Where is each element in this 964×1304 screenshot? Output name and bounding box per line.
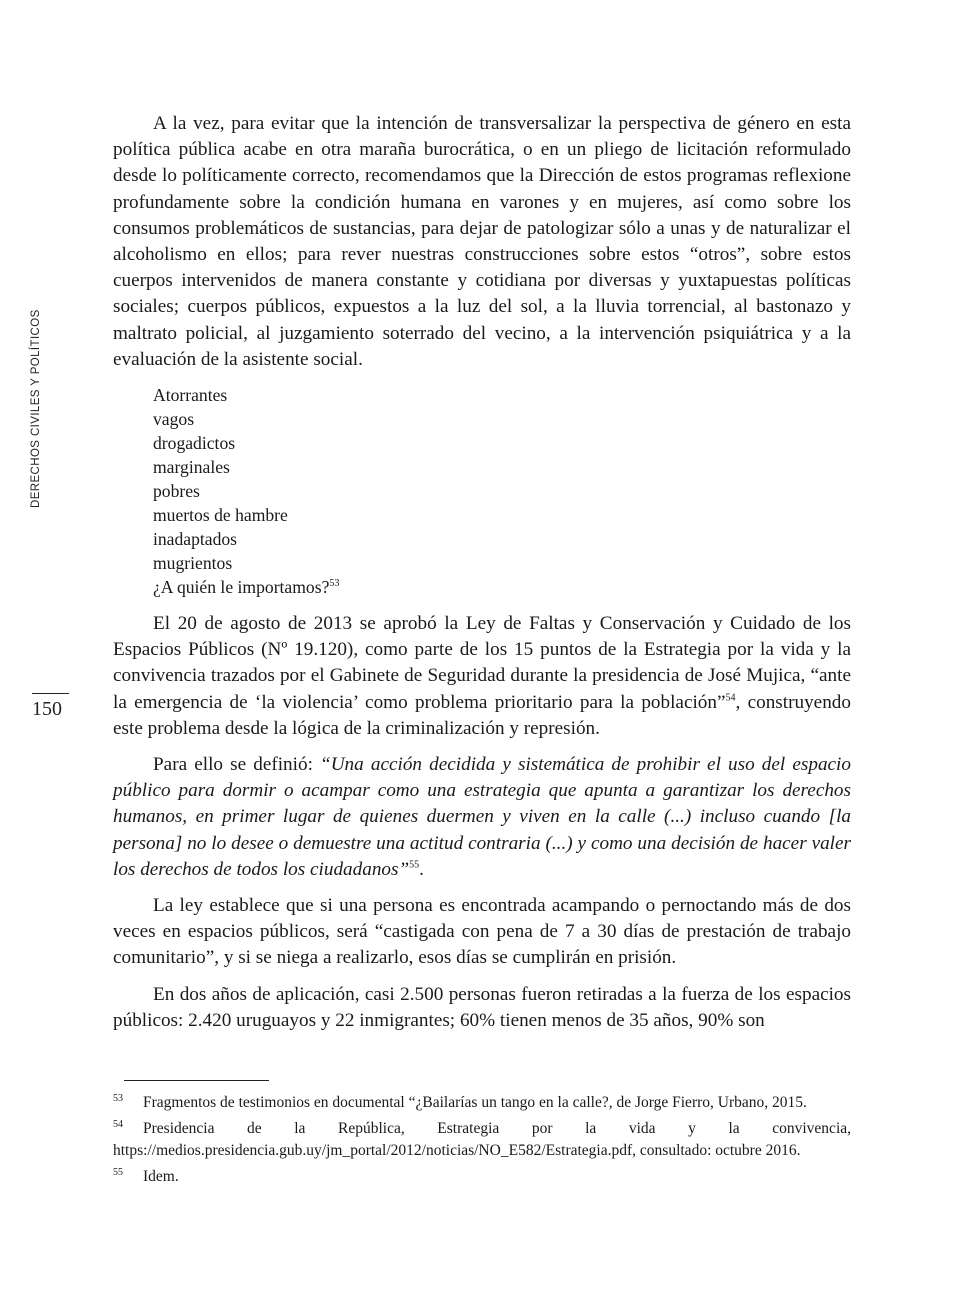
footnote-53 (113, 1088, 851, 1114)
poem-line: mugrientos (153, 553, 233, 574)
footnote-text: Fragmentos de testimonios en documental “¿Bailarías un tango en la calle?, de Jorge Fierro, Urbano, 2015. (143, 1094, 807, 1112)
page-number-rule (32, 693, 69, 694)
footnote-rule (124, 1080, 269, 1081)
footnote-55 (113, 1162, 851, 1188)
footnotes (113, 1088, 851, 1188)
poem-last-line (153, 575, 851, 599)
paragraph-2 (113, 611, 851, 742)
poem-line: pobres (153, 481, 200, 502)
paragraph-2-text: El 20 de agosto de 2013 se aprobó la Ley de Faltas y Conservación y Cuidado de los Espacios Públicos (Nº 19.120), como parte de los 15 puntos de la Estrategia por la vida y la convivencia trazados por el Gabinete de Seguridad durante la presidencia de José Mujica, “ante la emergencia de ‘la violencia’ como problema prioritario para la población” (113, 613, 851, 713)
paragraph-3 (113, 752, 851, 883)
running-header: DERECHOS CIVILES Y POLÍTICOS (30, 309, 42, 508)
paragraph-3-quote: “Una acción decidida y sistemática de prohibir el uso del espacio público para dormir o acampar como una estrategia que apunta a garantizar los derechos humanos, en primer lugar de quienes duermen y viven en la calle (...) incluso cuando [la persona] no lo desee o demuestre una actitud contraria (...) y como una decisión de hacer valer los derechos de todos los ciudadanos” (113, 754, 851, 880)
poem-line: drogadictos (153, 433, 236, 454)
body-text (113, 111, 851, 1044)
paragraph-2-end: , construyendo este problema desde la lógica de la criminalización y represión. (113, 691, 851, 739)
footnote-text: Presidencia de la República, Estrategia por la vida y la convivencia, https://medios.presidencia.gub.uy/jm_portal/2012/noticias/NO_E582/Estrategia.pdf, consultado: octubre 2016. (113, 1120, 851, 1160)
poem (153, 383, 851, 599)
paragraph-4: La ley establece que si una persona es encontrada acampando o pernoctando más de dos veces en espacios públicos, será “castigada con pena de 7 a 30 días de prestación de trabajo comunitario”, y si se niega a realizarlo, esos días se cumplirán en prisión. (113, 895, 851, 969)
footnote-text: Idem. (143, 1168, 179, 1186)
footnote-ref-54: 54 (725, 692, 736, 704)
paragraph-1: A la vez, para evitar que la intención de transversalizar la perspectiva de género en esta política pública acabe en otra maraña burocrática, o en un pliego de licitación reformulado desde lo políticamente correcto, recomendamos que la Dirección de estos programas reflexione profundamente sobre la condición humana en varones y en mujeres, así como sobre los consumos problemáticos de sustancias, para dejar de patologizar sólo a unas y de naturalizar el alcoholismo en ellos; para rever nuestras construcciones sobre estos “otros”, sobre estos cuerpos intervenidos de manera constante y cotidiana por diversas y yuxtapuestas políticas sociales; cuerpos públicos, expuestos a la luz del sol, a la lluvia torrencial, al bastonazo y maltrato policial, al juzgamiento soterrado del vecino, a la intervención psiquiátrica y a la evaluación de la asistente social. (113, 113, 851, 370)
footnote-number: 54 (113, 1119, 123, 1131)
poem-line: marginales (153, 457, 230, 478)
paragraph-3-end: . (419, 858, 424, 880)
poem-line: vagos (153, 409, 195, 430)
poem-line: muertos de hambre (153, 505, 288, 526)
footnote-ref-55: 55 (409, 859, 420, 871)
page-number: 150 (32, 698, 62, 720)
footnote-54 (113, 1114, 851, 1162)
poem-last-line-text: ¿A quién le importamos? (153, 577, 330, 598)
poem-line: inadaptados (153, 529, 238, 550)
paragraph-3-lead: Para ello se definió: (153, 754, 321, 776)
footnote-ref-53: 53 (329, 578, 340, 590)
footnote-number: 55 (113, 1167, 123, 1179)
paragraph-5: En dos años de aplicación, casi 2.500 personas fueron retiradas a la fuerza de los espacios públicos: 2.420 uruguayos y 22 inmigrantes; 60% tienen menos de 35 años, 90% son (113, 983, 851, 1031)
footnote-number: 53 (113, 1093, 123, 1104)
poem-line: Atorrantes (153, 385, 228, 406)
